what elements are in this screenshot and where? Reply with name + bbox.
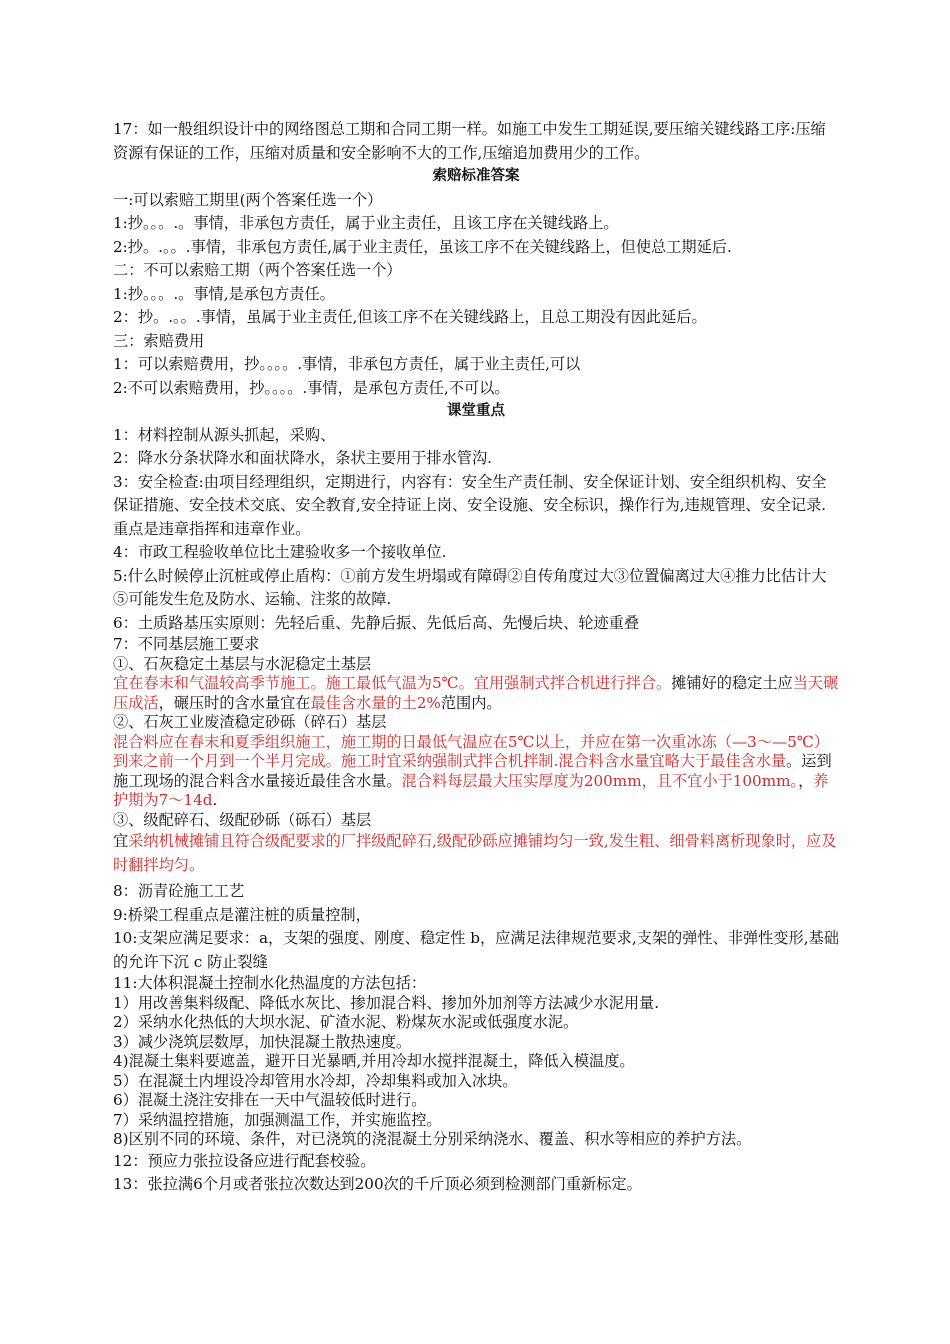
list-item: 1）用改善集料级配、降低水灰比、掺加混合料、掺加外加剂等方法减少水泥用量.	[113, 993, 660, 1012]
body-text: 宜	[113, 832, 129, 850]
document-page	[113, 118, 839, 1197]
claim-item: 1:抄。。。.。事情，非承包方责任，属于业主责任，且该工序在关键线路上。	[113, 214, 619, 232]
list-item: 3）减少浇筑层数厚，加快混凝土散热速度。	[113, 1032, 412, 1051]
list-item: 2）采纳水化热低的大坝水泥、矿渣水泥、粉煤灰水泥或低强度水泥。	[113, 1013, 579, 1031]
key-point: 13：张拉满6个月或者张拉次数达到200次的千斤顶必须到检测部门重新标定。	[113, 1175, 642, 1193]
key-point: 2：降水分条状降水和面状降水，条状主要用于排水管沟.	[113, 449, 492, 467]
claim-section-2: 二：不可以索赔工期（两个答案任选一个）	[113, 261, 402, 279]
highlight-text: 当天碾压成活	[113, 674, 839, 712]
claim-item: 2:不可以索赔费用，抄。。。。.事情，是承包方责任,不可以。	[113, 378, 510, 397]
key-point-detail	[113, 830, 839, 877]
claim-section-1: 一:可以索赔工期里(两个答案任选一个）	[113, 190, 383, 209]
paragraph-17: 17：如一般组织设计中的网络图总工期和合同工期一样。如施工中发生工期延误,要压缩关键线路工序:压缩资源有保证的工作，压缩对质量和安全影响不大的工作,压缩追加费用少的工作。	[113, 120, 826, 162]
claim-item: 2：抄。.。。.事情，虽属于业主责任,但该工序不在关键线路上，且总工期没有因此延后。	[113, 308, 707, 326]
highlight-text: 混合料应在春末和夏季组织施工，施工期的日最低气温应在5℃以上，并应在第一次重冰冻（—3～—5℃）到来之前一个月到一个半月完成。施工时宜采纳强制式拌合机拌制.混合料含水量宜略大于最佳含水量	[113, 732, 830, 770]
highlight-text: 宜在春末和气温较高季节施工。施工最低气温为5℃。宜用强制式拌合机进行拌合。	[113, 674, 672, 692]
key-point: 11:大体积混凝土控制水化热温度的方法包括：	[113, 974, 427, 992]
claim-item: 2:抄。.。。.事情，非承包方责任,属于业主责任，虽该工序不在关键线路上，但使总工期延后.	[113, 237, 732, 256]
claim-item: 1:抄。。。.。事情,是承包方责任。	[113, 284, 335, 303]
list-item: 8)区别不同的环境、条件，对已浇筑的浇混凝土分别采纳浇水、覆盖、积水等相应的养护方法。	[113, 1130, 752, 1148]
highlight-text: 养护期为7～14d	[113, 771, 829, 809]
highlight-text: 最佳含水量的土2%	[310, 693, 441, 712]
body-text: ，碾压时的含水量宜在	[158, 693, 311, 712]
key-point: 4：市政工程验收单位比土建验收多一个接收单位.	[113, 543, 447, 561]
subheading: ③、级配碎石、级配砂砾（砾石）基层	[113, 810, 372, 829]
body-text: ，	[798, 771, 814, 790]
key-point: 6：土质路基压实原则：先轻后重、先静后振、先低后高、先慢后块、轮迹重叠	[113, 613, 640, 632]
key-point: 1：材料控制从源头抓起，采购、	[113, 425, 336, 444]
key-point: 10:支架应满足要求：a，支架的强度、刚度、稳定性 b，应满足法律规范要求,支架的弹性、非弹性变形,基础的允许下沉 c 防止裂缝	[113, 929, 839, 971]
heading-claim-answers: 索赔标准答案	[432, 168, 520, 184]
key-point-detail	[113, 733, 839, 811]
highlight-text: 采纳机械摊铺且符合级配要求的厂拌级配碎石,级配砂砾应摊铺均匀一致,发生粗、细骨料离析现象时，应及时翻拌均匀。	[113, 832, 837, 874]
heading-key-points: 课堂重点	[447, 403, 505, 419]
key-point: 7：不同基层施工要求	[113, 635, 260, 653]
key-point: 3：安全检查:由项目经理组织，定期进行，内容有：安全生产责任制、安全保证计划、安全组织机构、安全保证措施、安全技术交底、安全教育,安全持证上岗、安全设施、安全标识，操作行为,违规管理、安全记录.重点是违章指挥和违章作业。	[113, 472, 827, 538]
subheading: ②、石灰工业废渣稳定砂砾（碎石）基层	[113, 713, 387, 731]
body-text: .	[212, 791, 218, 809]
list-item: 6）混凝土浇注安排在一天中气温较低时进行。	[113, 1091, 427, 1109]
key-point: 8：沥青砼施工工艺	[113, 882, 245, 900]
key-point: 5:什么时候停止沉桩或停止盾构：①前方发生坍塌或有障碍②自传角度过大③位置偏离过大④推力比估计大⑤可能发生危及防水、运输、注浆的故障.	[113, 566, 827, 608]
list-item: 7）采纳温控措施，加强测温工作，并实施监控。	[113, 1110, 442, 1129]
key-point-detail	[113, 674, 839, 713]
list-item: 5）在混凝土内埋设冷却管用水冷却，冷却集料或加入冰块。	[113, 1071, 518, 1090]
claim-section-3: 三：索赔费用	[113, 331, 205, 350]
subheading: ①、石灰稳定土基层与水泥稳定土基层	[113, 654, 372, 673]
body-text: 摊铺好的稳定土应	[671, 674, 793, 692]
body-text: 范围内。	[440, 693, 502, 712]
key-point: 12：预应力张拉设备应进行配套校验。	[113, 1151, 376, 1170]
highlight-text: 混合料每层最大压实厚度为200mm，且不宜小于100mm。	[401, 771, 799, 790]
list-item: 4)混凝土集料要遮盖，避开日光暴晒,并用冷却水搅拌混凝土，降低入模温度。	[113, 1052, 635, 1070]
body-text: 。运到施工现场的混合料含水量接近最佳含水量。	[113, 752, 832, 790]
claim-item: 1：可以索赔费用，抄。。。。.事情，非承包方责任，属于业主责任,可以	[113, 355, 581, 373]
key-point: 9:桥梁工程重点是灌注桩的质量控制，	[113, 905, 371, 924]
